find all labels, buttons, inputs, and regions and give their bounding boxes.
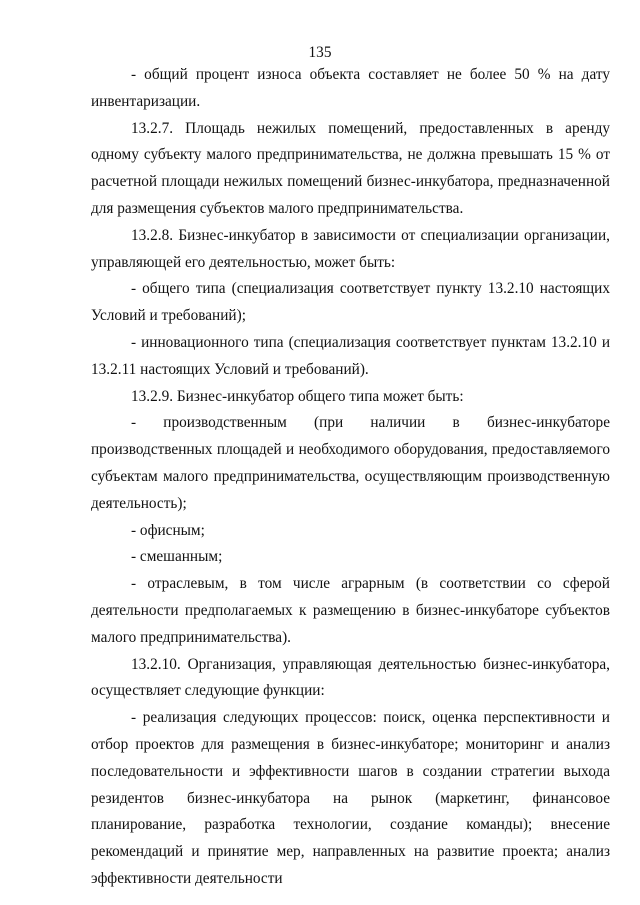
list-item-production: - производственным (при наличии в бизнес-инкубаторе производственных площадей и необходимого оборудования, предоставляемого субъектам малого предпринимательства, осуществляющим производственную деятельность);	[91, 414, 610, 512]
paragraph-wear-percent: - общий процент износа объекта составляет не более 50 % на дату инвентаризации.	[91, 66, 610, 110]
paragraph-13-2-10: 13.2.10. Организация, управляющая деятельностью бизнес-инкубатора, осуществляет следующие функции:	[91, 655, 610, 700]
list-item-office: - офисным;	[131, 521, 205, 539]
list-item-innovation-type: - инновационного типа (специализация соответствует пунктам 13.2.10 и 13.2.11 настоящих Условий и требований).	[91, 333, 610, 378]
paragraph-13-2-7: 13.2.7. Площадь нежилых помещений, предоставленных в аренду одному субъекту малого предпринимательства, не должна превышать 15 % от расчетной площади нежилых помещений бизнес-инкубатора, предназначенной для размещения субъектов малого предпринимательства.	[91, 119, 610, 217]
paragraph-13-2-9: 13.2.9. Бизнес-инкубатор общего типа может быть:	[131, 387, 464, 405]
list-item-mixed: - смешанным;	[131, 548, 223, 566]
list-item-processes: - реализация следующих процессов: поиск, оценка перспективности и отбор проектов для размещения в бизнес-инкубаторе; мониторинг и анализ последовательности и эффективности шагов в создании стратегии выхода резидентов бизнес-инкубатора на рынок (маркетинг, финансовое планирование, разработка технологии, создание команды); внесение рекомендаций и принятие мер, направленных на развитие проекта; анализ эффективности деятельности	[91, 709, 610, 887]
list-item-sectoral: - отраслевым, в том числе аграрным (в соответствии со сферой деятельности предполагаемых к размещению в бизнес-инкубаторе субъектов малого предпринимательства).	[91, 575, 610, 646]
paragraph-13-2-8: 13.2.8. Бизнес-инкубатор в зависимости от специализации организации, управляющей его деятельностью, может быть:	[91, 226, 610, 271]
document-body	[91, 62, 610, 893]
list-item-general-type: - общего типа (специализация соответствует пункту 13.2.10 настоящих Условий и требований);	[91, 280, 610, 325]
page-number: 135	[308, 44, 332, 61]
